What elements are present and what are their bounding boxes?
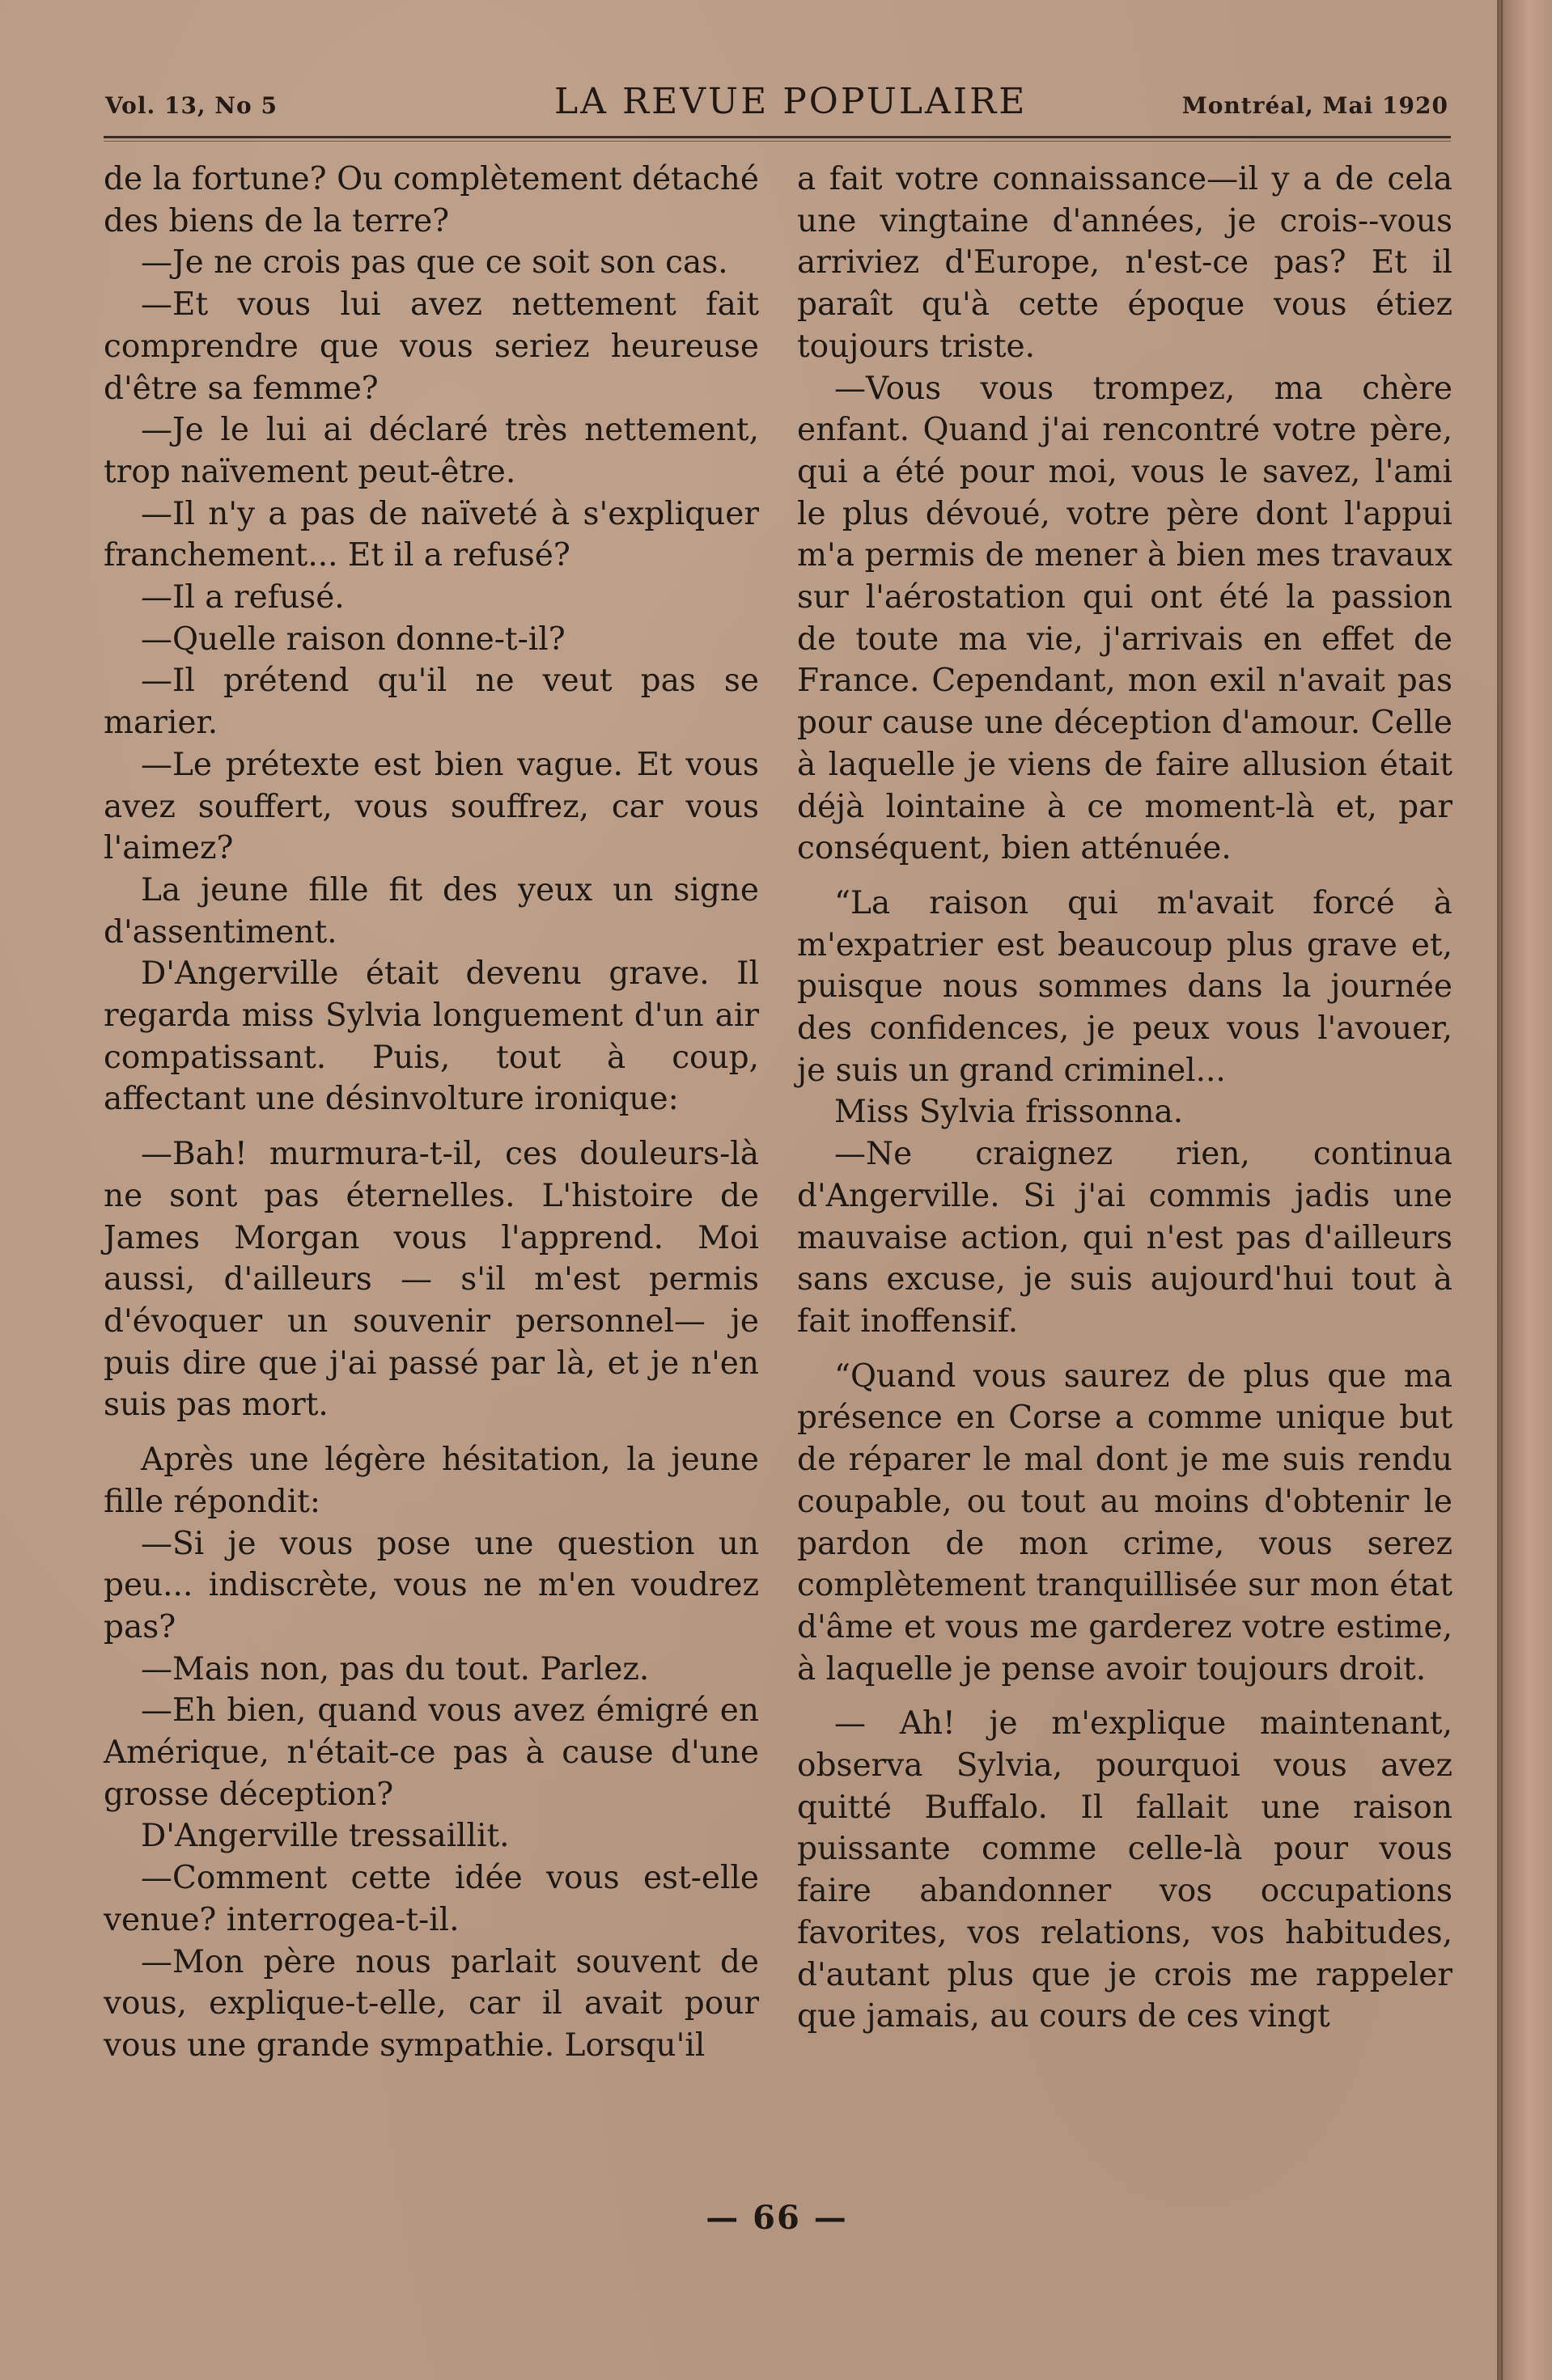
paragraph: —Le prétexte est bien vague. Et vous avez souffert, vous souffrez, car vous l'aimez?	[104, 746, 759, 867]
paragraph: — Ah! je m'explique maintenant, observa Sylvia, pourquoi vous avez quitté Buffalo. Il fallait une raison puissante comme celle-là pour vous faire abandonner vos occupations favorites, vos relations, vos habitudes, d'autant plus que je crois me rappeler que jamais, au cours de ces vingt	[797, 1705, 1452, 2035]
paragraph: —Vous vous trompez, ma chère enfant. Quand j'ai rencontré votre père, qui a été pour moi, vous le savez, l'ami le plus dévoué, votre père dont l'appui m'a permis de mener à bien mes travaux sur l'aérostation qui ont été la passion de toute ma vie, j'arrivais en effet de France. Cependant, mon exil n'avait pas pour cause une déception d'amour. Celle à laquelle je viens de faire allusion était déjà lointaine à ce moment-là et, par conséquent, bien atténuée.	[797, 370, 1452, 867]
paragraph: —Il prétend qu'il ne veut pas se marier.	[104, 663, 759, 742]
header-rule	[104, 136, 1451, 138]
paragraph: Miss Sylvia frissonna.	[834, 1094, 1184, 1131]
paragraph: “La raison qui m'avait forcé à m'expatrier est beaucoup plus grave et, puisque nous sommes dans la journée des confidences, je peux vous l'avouer, je suis un grand criminel...	[797, 884, 1452, 1089]
paragraph: —Comment cette idée vous est-elle venue? interrogea-t-il.	[104, 1860, 759, 1938]
paragraph: —Et vous lui avez nettement fait comprendre que vous seriez heureuse d'être sa femme?	[104, 286, 759, 407]
paragraph: “Quand vous saurez de plus que ma présence en Corse a comme unique but de réparer le mal dont je me suis rendu coupable, ou tout au moins d'obtenir le pardon de mon crime, vous serez complètement tranquillisée sur mon état d'âme et vous me garderez votre estime, à laquelle je pense avoir toujours droit.	[797, 1357, 1452, 1688]
publication-title: LA REVUE POPULAIRE	[554, 81, 1028, 122]
paragraph: D'Angerville était devenu grave. Il regarda miss Sylvia longuement d'un air compatissant. Puis, tout à coup, affectant une désinvolture ironique:	[104, 955, 759, 1118]
gutter-line	[1501, 0, 1503, 2380]
paragraph: —Si je vous pose une question un peu... indiscrète, vous ne m'en voudrez pas?	[104, 1525, 759, 1645]
paragraph: —Bah! murmura-t-il, ces douleurs-là ne sont pas éternelles. L'histoire de James Morgan vous l'apprend. Moi aussi, d'ailleurs — s'il m'est permis d'évoquer un souvenir personnel— je puis dire que j'ai passé par là, et je n'en suis pas mort.	[104, 1136, 759, 1424]
volume-number: Vol. 13, No 5	[105, 92, 278, 119]
paragraph: —Il n'y a pas de naïveté à s'expliquer franchement... Et il a refusé?	[104, 495, 759, 574]
paragraph: —Mon père nous parlait souvent de vous, explique-t-elle, car il avait pour vous une grande sympathie. Lorsqu'il	[104, 1943, 759, 2064]
paragraph: Après une légère hésitation, la jeune fille répondit:	[104, 1442, 759, 1520]
place-date: Montréal, Mai 1920	[1181, 92, 1448, 119]
paragraph: La jeune fille fit des yeux un signe d'assentiment.	[104, 871, 759, 951]
page-number: — 66 —	[706, 2199, 848, 2237]
paragraph: de la fortune? Ou complètement détaché des biens de la terre?	[104, 161, 759, 239]
running-header	[105, 81, 1448, 129]
paragraph: a fait votre connaissance—il y a de cela une vingtaine d'années, je crois--vous arriviez d'Europe, n'est-ce pas? Et il paraît qu'à cette époque vous étiez toujours triste.	[797, 161, 1452, 365]
left-column	[104, 159, 759, 2067]
paragraph: D'Angerville tressaillit.	[141, 1818, 510, 1855]
header-rule-thin	[104, 141, 1451, 142]
right-column	[797, 159, 1452, 2038]
paragraph: —Mais non, pas du tout. Parlez.	[141, 1650, 650, 1688]
paragraph: —Je le lui ai déclaré très nettement, trop naïvement peut-être.	[104, 412, 759, 490]
paragraph: —Je ne crois pas que ce soit son cas.	[141, 244, 728, 282]
page-edge	[1497, 0, 1552, 2380]
paragraph: —Ne craignez rien, continua d'Angerville. Si j'ai commis jadis une mauvaise action, qui n'est pas d'ailleurs sans excuse, je suis aujourd'hui tout à fait inoffensif.	[797, 1136, 1452, 1340]
paragraph: —Quelle raison donne-t-il?	[141, 620, 566, 658]
paragraph: —Eh bien, quand vous avez émigré en Amérique, n'était-ce pas à cause d'une grosse déception?	[104, 1692, 759, 1813]
paragraph: —Il a refusé.	[141, 579, 345, 616]
